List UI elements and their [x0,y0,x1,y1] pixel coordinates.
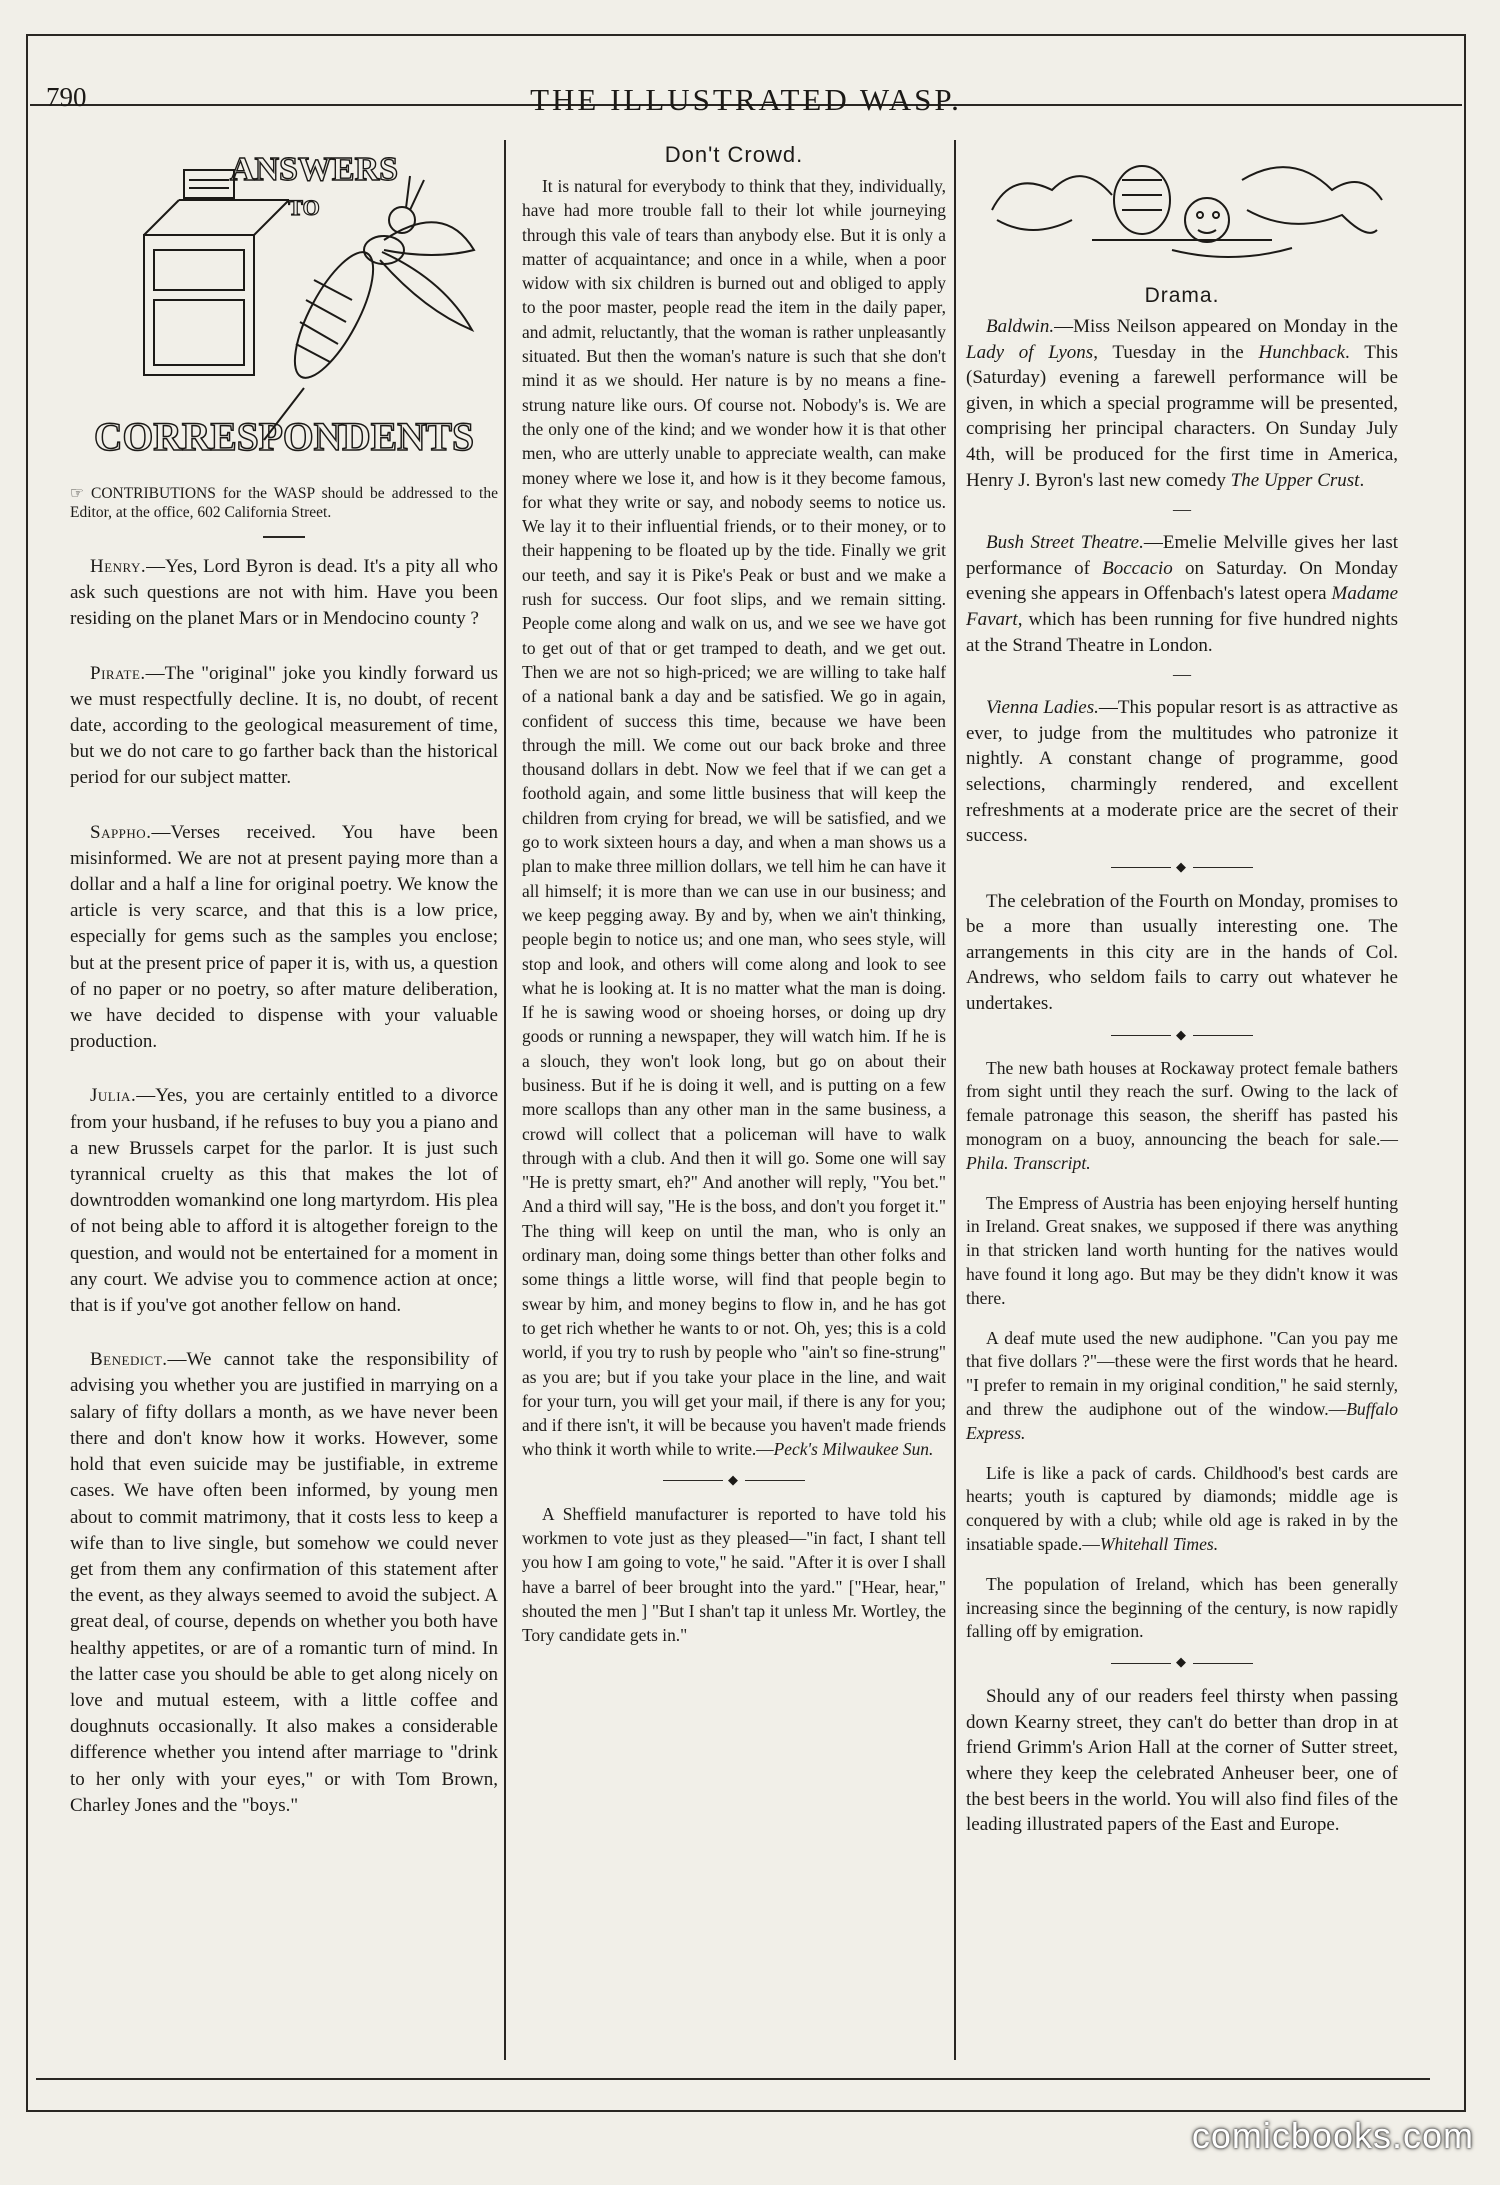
drama-bush-street: Bush Street Theatre.—Emelie Melville gives her last performance of Boccacio on Saturday. On Monday evening she appears in Offenbach's latest opera Madame Favart, which has been running for five hundred nights at the Strand Theatre in London. [966,532,1399,656]
ornamental-separator: ◆ [522,1472,946,1488]
article-sheffield: A Sheffield manufacturer is reported to have told his workmen to vote just as they pleased—"in fact, I shant tell you how I am going to vote," he said. "After it is over I shall have a barrel of beer brought into the yard." ["Hear, hear," shouted the men ] "But I shan't tap it unless Mr. Wortley, the Tory candidate gets in." [522,1503,946,1646]
item-grimm-arion-hall: Should any of our readers feel thirsty when passing down Kearny street, they can't do better than drop in at friend Grimm's Arion Hall at the corner of Sutter street, where they keep the celebrated Anheuser beer, one of the best beers in the world. You will also find files of the leading illustrated papers of the East and Europe. [966,1686,1398,1836]
item-empress: The Empress of Austria has been enjoying herself hunting in Ireland. Great snakes, we supposed if there was anything in that stricken land worth hunting for the natives would have found it long ago. But may be they didn't know it was there. [966,1192,1398,1308]
item-audiphone: A deaf mute used the new audiphone. "Can you pay me that five dollars ?"—these were the first words that he heard. "I prefer to remain in my original condition," he said sternly, and threw the audiphone out of the window.—Buffalo Express. [966,1327,1398,1443]
pointing-hand-icon: ☞ [70,485,84,502]
correspondent-name: Julia. [90,1085,137,1107]
drama-heading: Drama. [1144,284,1220,307]
miscellany [966,1057,1398,1645]
correspondent-name: Pirate. [90,662,146,684]
page-number: 790 [46,82,87,112]
item-fourth-of-july: The celebration of the Fourth on Monday, promises to be a more than usually interesting one. The arrangements in this city are in the hands of Col. Andrews, who seldom fails to carry out whatever he undertakes. [966,890,1398,1015]
correspondent-name: Henry. [90,556,147,577]
banner-to-text: TO [288,195,320,220]
column-dont-crowd [506,140,952,2065]
column-answers-to-correspondents [36,140,502,2065]
item-cards: Life is like a pack of cards. Childhood's best cards are hearts; youth is captured by diamonds; middle age is conquered by with a club; while old age is raked in by the insatiable spade.—Whitehall Times. [966,1462,1398,1554]
item-ireland: The population of Ireland, which has been generally increasing since the beginning of the century, is now rapidly falling off by emigration. [966,1573,1398,1642]
banner-answers-text: ANSWERS [229,151,399,188]
answer-henry: Henry.—Yes, Lord Byron is dead. It's a pity all who ask such questions are not with him. Have you been residing on the planet Mars or in Mendocino county ? [70,556,498,630]
separator: — [1173,664,1191,685]
answer-sappho: Sappho.—Verses received. You have been misinformed. We are not at present paying more than a dollar and a half a line for original poetry. We know the article is very scarce, and that this is a low price, especially for gems such as the samples you enclose; but at the present price of paper it is, with us, a question of no paper or no poetry, so after mature deliberation, we have decided to dispense with your valuable production. [70,821,498,1053]
drama-vienna-ladies: Vienna Ladies.—This popular resort is as attractive as ever, to judge from the multitudes who patronize it nightly. A constant change of programme, good selections, charmingly rendered, and excellent refreshments at a moderate price are the secret of their success. [966,697,1398,847]
item-rockaway: The new bath houses at Rockaway protect female bathers from sight until they reach the surf. Owing to the lack of female patronage this season, the sheriff has pasted his monogram on a buoy, announcing the beach for sale.—Phila. Transcript. [966,1057,1398,1173]
answer-pirate: Pirate.—The "original" joke you kindly forward us we must respectfully decline. It is, no doubt, of recent date, according to the geological measurement of time, but we do not care to go farther back than the historical period for our subject matter. [70,662,498,789]
separator [263,536,305,538]
column-drama [956,140,1402,2065]
drama-baldwin: Baldwin.—Miss Neilson appeared on Monday in the Lady of Lyons, Tuesday in the Hunchback. This (Saturday) evening a farewell performance will be given, in which a special programme will be presented, comprising her principal characters. On Sunday July 4th, will be produced for the first time in America, Henry J. Byron's last new comedy The Upper Crust. [966,316,1398,491]
correspondent-name: Sappho. [90,821,152,843]
ornamental-separator: ◆ [966,1654,1398,1670]
masthead-title: THE ILLUSTRATED WASP. [530,82,962,117]
page-header [30,44,1462,117]
site-watermark: comicbooks.com [1191,2115,1474,2156]
ornamental-separator: ◆ [966,1027,1398,1043]
ornamental-separator: ◆ [966,859,1398,875]
source-credit: Peck's Milwaukee Sun. [773,1439,934,1460]
article-title: Don't Crowd. [664,142,804,167]
answer-benedict: Benedict.—We cannot take the responsibility of advising you whether you are justified in marrying on a salary of fifty dollars a month, as we have never been there and don't know how it works. However, some hold that even suicide may be justifiable, in extreme cases. We have often been informed, by young men about to commit matrimony, that it costs less to keep a wife than to live single, but somehow we could never get from them any confirmation of this statement after the event, as they always seemed to avoid the subject. A great deal, of course, depends on whether you both have healthy appetites, or are of a romantic turn of mind. In the latter case you should be able to get along nicely on love and mutual esteem, with a little coffee and doughnuts occasionally. It also makes a considerable difference whether you intend after marriage to "drink to her only with your eyes," or with Tom Brown, Charley Jones and the "boys." [70,1349,498,1816]
contributions-notice: ☞ CONTRIBUTIONS for the WASP should be addressed to the Editor, at the office, 602 California Street. [70,485,498,521]
answer-julia: Julia.—Yes, you are certainly entitled to a divorce from your husband, if he refuses to buy you a piano and a new Brussels carpet for the parlor. It is just such tyrannical cruelty as this that makes the lot of downtrodden womankind one long martyrdom. His plea of not being able to afford it is altogether foreign to the question, and would not be entertained for a moment in any court. We advise you to commence action at once; that is if you've got another fellow on hand. [70,1085,498,1317]
correspondent-name: Benedict. [90,1349,168,1371]
drama-ornament-illustration [966,140,1398,270]
separator: — [1173,499,1191,520]
banner-correspondents-text: CORRESPONDENTS [94,414,474,459]
article-dont-crowd: It is natural for everybody to think that they, individually, have had more trouble fall to their lot while journeying through this vale of tears than anybody else. But it is only a matter of acquaintance; and once in a while, when a poor widow with six children is burned out and obliged to apply to the poor master, people read the item in the daily paper, and admit, reluctantly, that the woman is rather unpleasantly situated. But then the woman's nature is such that she don't mind it as we should. Her nature is by no means a fine-strung nature like ours. Of course not. Nobody's is. We are the only one of the kind; and we wonder how it is that other men, who are utterly unable to appreciate wealth, can make money where we lose it, and how is it they become famous, for what they write or say, and nobody seems to notice us. We lay it to their influential friends, or to their money, or to their happening to be floated up by the tide. Finally we grit our teeth, and say it is Pike's Peak or bust and we make a rush for success. Our foot slips, and we remain sitting. People come along and walk on us, and we see we have got to get out of that or get tramped to death, and we get out. Then we are not so high-priced; we are willing to take half of a national bank a day and be satisfied. We go in again, confident of success this time, because we have been through the mill. We come out our back broke and three thousand dollars in debt. Now we feel that if we can get a foothold again, and some little business that will keep the children from crying for bread, we will be satisfied, and we go to work sixteen hours a day, and when a man shows us a plan to make three million dollars, we tell him he can have it all himself; it is more than we can use in our business; and we keep pegging away. By and by, when we ain't thinking, people begin to notice us; and one man, who sees style, will stop and look, and others will come along and look to see what he is looking at. It is no matter what the man is doing. If he is sawing wood or shoeing horses, or doing up dry goods or running a newspaper, they will watch him. If he is a slouch, they won't look long, but go on about their business. But if he is doing it well, and is putting on a few more scallops than any other man in the same business, a crowd will collect that a policeman will have to walk through with a club. And then it will go. Some one will say "He is pretty smart, eh?" And another will reply, "You bet." And a third will say, "He is the boss, and don't you forget it." The thing will keep on until the man, who is only an ordinary man, doing some things better than other folks and some things a little worse, will find that people begin to swear by him, and money begins to flow in, and he has got to get rich whether he wants to or not. Oh, yes; this is a cold world, if you try to rush by people who "ain't so fine-strung" as you are; but if you take your place in the line, and wait for your turn, you will get your mail, if there is any for you; and if there isn't, it will be because you haven't made friends who think it worth while to write.—Peck's Milwaukee Sun. [522,176,946,1460]
answers-banner-illustration [70,140,498,480]
bottom-rule [36,2078,1430,2080]
